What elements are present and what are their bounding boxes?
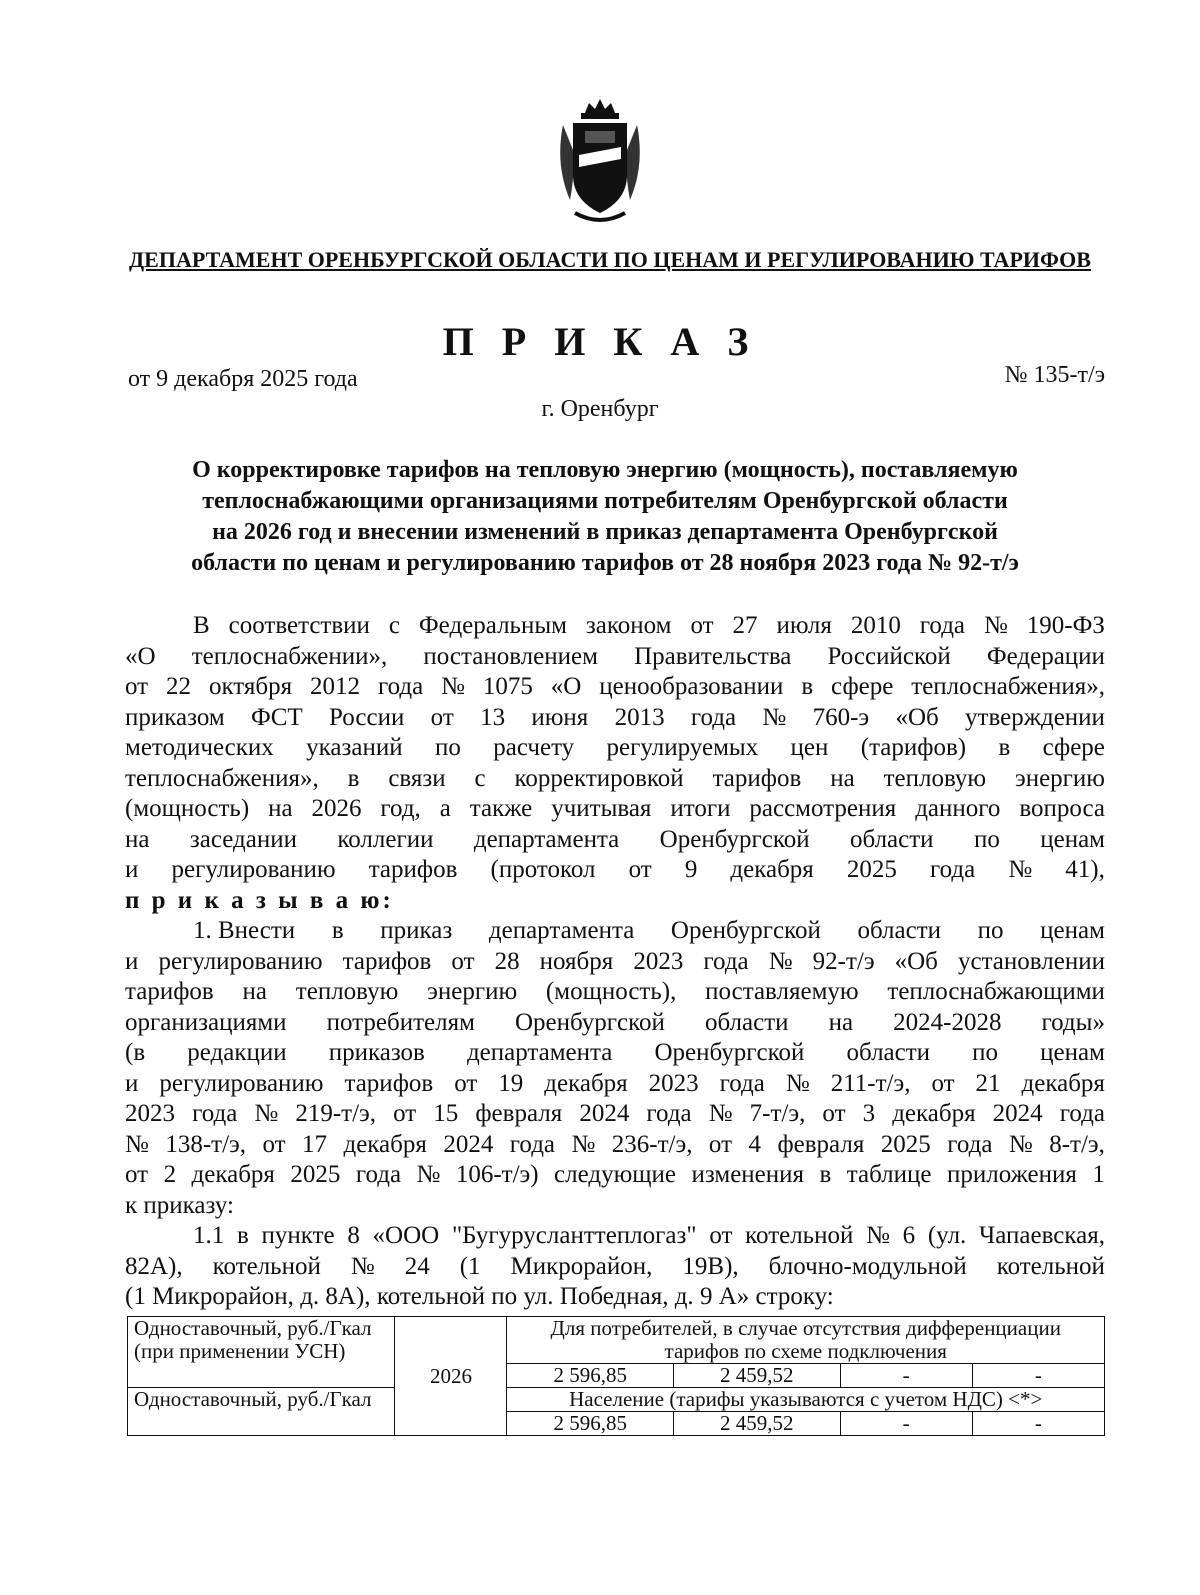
body-word: Федерации	[986, 642, 1105, 670]
tariff-value-cell: -	[840, 1412, 972, 1436]
body-word: от	[262, 1130, 286, 1158]
body-word: декабря	[730, 856, 814, 883]
body-word: соответствии	[228, 612, 370, 639]
body-word: 6	[902, 1222, 916, 1249]
body-word: по	[491, 1283, 518, 1310]
order-date: от 9 декабря 2025 года	[128, 366, 358, 392]
body-word: следующие	[554, 1161, 677, 1188]
body-line	[125, 764, 1105, 795]
department-name: ДЕПАРТАМЕНТ ОРЕНБУРГСКОЙ ОБЛАСТИ ПО ЦЕНАМ И РЕГУЛИРОВАНИЮ ТАРИФОВ	[129, 247, 1091, 272]
body-line	[125, 825, 1105, 856]
body-word: 236-т/э,	[611, 1130, 693, 1158]
body-word: в	[998, 734, 1011, 761]
body-word: года	[192, 1100, 238, 1127]
subject-line: О корректировке тарифов на тепловую энергию (мощность), поставляемую	[192, 457, 1018, 483]
body-word: таблице	[846, 1161, 932, 1188]
body-word: области	[849, 825, 934, 853]
body-word: 2023	[648, 1069, 699, 1097]
body-line	[125, 855, 1105, 886]
subject-line: области по ценам и регулированию тарифов от 28 ноября 2023 года № 92-т/э	[191, 550, 1019, 576]
body-word: 2010	[850, 612, 901, 639]
consumer-group-header: Для потребителей, в случае отсутствия дифференциации тарифов по схеме подключения	[507, 1317, 1105, 1364]
tariff-value-cell: 2 596,85	[507, 1412, 674, 1436]
body-word: 190-ФЗ	[1026, 612, 1105, 639]
body-word: Победная,	[559, 1283, 669, 1310]
body-word: В	[193, 612, 210, 639]
body-line	[125, 703, 1105, 734]
body-line	[125, 1252, 1105, 1283]
body-word: по	[977, 917, 1004, 944]
body-word: 82А),	[125, 1252, 183, 1280]
body-word: методических	[125, 734, 274, 761]
body-word: изменения	[691, 1161, 805, 1188]
body-word: (протокол	[490, 856, 596, 883]
body-word: декабря	[892, 1100, 976, 1127]
body-word: июня	[531, 703, 589, 731]
body-word: теплоснабжения»,	[911, 673, 1105, 700]
body-word: 1. Внести	[193, 917, 296, 944]
body-word: «Об	[895, 703, 939, 731]
body-word: года	[1059, 1100, 1105, 1127]
body-word: 28	[494, 947, 520, 975]
body-word: 1	[1092, 1161, 1105, 1188]
body-word: 2025	[290, 1161, 341, 1188]
subject-line: на 2026 год и внесении изменений в приказ департамента Оренбургской	[212, 519, 998, 545]
body-word: «О	[550, 673, 582, 700]
body-word: Российской	[827, 642, 951, 670]
body-word: по	[972, 1039, 999, 1066]
body-word: области	[704, 1008, 789, 1036]
body-word: Микрорайон,	[510, 1252, 653, 1280]
body-word: с	[474, 764, 486, 792]
body-word: (1	[125, 1283, 146, 1310]
tariff-value-cell: -	[972, 1412, 1104, 1436]
body-line	[125, 886, 1105, 917]
tariff-value-cell: -	[840, 1364, 972, 1388]
body-word: (мощность),	[545, 978, 677, 1005]
body-word: 8А),	[325, 1283, 371, 1310]
body-word: «О	[125, 642, 156, 670]
body-line	[125, 1008, 1105, 1039]
body-word: приложения	[946, 1161, 1077, 1188]
body-word: №	[983, 612, 1008, 639]
body-word: 211-т/э,	[830, 1069, 911, 1097]
body-word: тарифов	[342, 947, 432, 975]
body-line	[125, 794, 1105, 825]
body-word: редакции	[187, 1039, 287, 1066]
body-line	[125, 1282, 1105, 1313]
body-word: утверждении	[965, 703, 1105, 731]
body-word: от	[451, 947, 475, 975]
order-number: № 135-т/э	[1004, 362, 1105, 388]
body-word: Оренбургской	[654, 1039, 805, 1066]
body-word: 4	[748, 1130, 761, 1158]
body-word: года	[377, 673, 424, 700]
body-word: года	[919, 612, 966, 639]
body-word: от	[931, 1069, 955, 1097]
body-word: от	[709, 1222, 733, 1249]
body-word: декабря	[1021, 1069, 1105, 1097]
body-word: Федеральным	[418, 612, 567, 639]
body-word: год,	[380, 795, 421, 822]
document-type-title: П Р И К А З	[442, 319, 758, 364]
body-word: в	[347, 764, 360, 792]
body-word: приказом	[125, 703, 225, 731]
body-word: 138-т/э,	[165, 1130, 246, 1158]
body-word: регулированию	[171, 856, 336, 883]
tariff-value-cell: -	[972, 1364, 1104, 1388]
body-word: ценам	[1040, 1039, 1105, 1066]
body-word: организациями	[125, 1008, 287, 1036]
body-word: в	[331, 917, 344, 944]
body-word: №	[441, 673, 465, 700]
body-word: от	[125, 673, 149, 700]
body-word: департамента	[473, 825, 620, 853]
body-word: А»	[718, 1283, 750, 1310]
body-word: теплоснабжении»,	[191, 642, 388, 670]
body-word: законом	[585, 612, 672, 639]
body-word: от	[822, 1100, 846, 1127]
body-word: октября	[208, 673, 293, 700]
body-word: 2024	[579, 1100, 630, 1127]
body-word: на	[268, 795, 293, 822]
body-word: Чапаевская,	[979, 1222, 1105, 1249]
body-word: итоги	[670, 795, 731, 822]
body-word: №	[1008, 856, 1033, 883]
body-word: 2025	[846, 856, 897, 883]
body-line	[125, 1099, 1105, 1130]
body-word: с	[388, 612, 400, 639]
body-word: Оренбургской	[659, 825, 810, 853]
body-word: 27	[732, 612, 758, 639]
body-word: 9	[699, 1283, 713, 1310]
body-word: декабря	[191, 1161, 275, 1188]
body-word: связи	[388, 764, 446, 792]
body-word: (в	[125, 1039, 146, 1066]
body-word: котельной	[745, 1222, 854, 1249]
body-word: приказу:	[143, 1191, 234, 1219]
body-word: 41),	[1065, 856, 1105, 883]
body-word: ценообразовании	[599, 673, 784, 700]
tariff-value-cell: 2 596,85	[507, 1364, 674, 1388]
body-word: области	[846, 1039, 931, 1066]
body-word: блочно-модульной	[768, 1252, 967, 1280]
body-line	[125, 1191, 1105, 1222]
body-word: от	[708, 1130, 733, 1158]
body-word: №	[571, 1130, 596, 1158]
body-word: России	[329, 703, 405, 731]
body-word: "Бугурусланттеплогаз"	[451, 1222, 697, 1249]
body-word: от	[690, 612, 714, 639]
body-word: 2023	[125, 1100, 175, 1127]
body-word: департамента	[466, 1039, 613, 1066]
body-word: постановлением	[423, 642, 598, 670]
population-group-header: Население (тарифы указываются с учетом НДС) <*>	[507, 1388, 1105, 1412]
body-word: 2012	[310, 673, 361, 700]
body-word: котельной	[996, 1252, 1105, 1280]
body-word: по	[973, 825, 1000, 853]
body-word: №	[785, 1069, 810, 1097]
body-word: сфере	[1042, 734, 1105, 761]
tariff-name-cell: Одноставочный, руб./Гкал (при применении УСН)	[128, 1317, 395, 1388]
body-word: №	[254, 1100, 279, 1127]
body-word: №	[768, 947, 793, 975]
body-word: потребителям	[326, 1008, 475, 1036]
body-word: года	[703, 947, 749, 975]
body-word: коллегии	[337, 825, 434, 853]
body-word: сфере	[831, 673, 894, 700]
body-word: 21	[975, 1069, 1001, 1097]
body-word: №	[762, 703, 787, 731]
body-word: теплоснабжения»,	[125, 764, 319, 792]
body-word: по	[434, 734, 461, 761]
body-word: «ООО	[372, 1222, 440, 1249]
body-word: Микрорайон,	[152, 1283, 294, 1310]
body-word: указаний	[306, 734, 403, 761]
body-word: года	[947, 1130, 993, 1158]
subject-line: теплоснабжающими организациями потребителям Оренбургской области	[202, 488, 1008, 514]
body-word: пункте	[261, 1222, 335, 1249]
body-word: котельной	[376, 1283, 486, 1310]
body-word: ФСТ	[251, 703, 303, 731]
body-word: 106-т/э)	[455, 1161, 539, 1188]
tariff-value-cell: 2 459,52	[674, 1412, 841, 1436]
body-word: ноября	[539, 947, 614, 975]
body-word: 1075	[482, 673, 533, 700]
tariff-table	[127, 1316, 1105, 1436]
body-word: 2024	[992, 1100, 1043, 1127]
body-word: от	[393, 1100, 417, 1127]
body-word: заседании	[189, 825, 297, 853]
body-word: установлении	[957, 947, 1105, 975]
body-word: ценам	[1040, 917, 1105, 944]
body-word: цен	[790, 734, 829, 761]
body-word: февраля	[475, 1100, 563, 1127]
body-word: приказ	[380, 917, 453, 944]
body-word: рассмотрения	[749, 795, 897, 822]
body-word: регулированию	[158, 947, 323, 975]
body-word: июля	[776, 612, 832, 639]
body-word: года	[719, 1069, 765, 1097]
body-word: Оренбургской	[514, 1008, 665, 1036]
body-word: 2023	[633, 947, 684, 975]
body-word: 92-т/э	[812, 947, 875, 975]
body-line	[125, 1069, 1105, 1100]
body-word: 3	[862, 1100, 876, 1127]
body-word: от	[125, 1161, 149, 1188]
body-word: тарифов	[368, 856, 458, 883]
body-word: котельной	[212, 1252, 321, 1280]
body-word: д.	[300, 1283, 320, 1310]
body-word: 2013	[614, 703, 665, 731]
body-word: 219-т/э,	[295, 1100, 377, 1127]
body-word: приказов	[328, 1039, 425, 1066]
body-word: ул.	[523, 1283, 554, 1310]
body-line	[125, 1038, 1105, 1069]
order-body-text	[125, 611, 1105, 1313]
body-word: года	[355, 1161, 402, 1188]
table-row	[128, 1388, 1105, 1412]
body-word: декабря	[343, 1130, 427, 1158]
body-word: также	[469, 795, 533, 822]
body-word: тарифов	[344, 1069, 434, 1097]
body-word: на	[125, 825, 150, 853]
body-word: года	[646, 1100, 692, 1127]
body-word: 760-э	[812, 703, 870, 731]
body-word: 9	[684, 856, 698, 883]
body-word: 13	[480, 703, 506, 731]
body-word: 19	[498, 1069, 524, 1097]
body-word: от	[430, 703, 454, 731]
body-word: 15	[433, 1100, 459, 1127]
body-word: 22	[166, 673, 192, 700]
body-word: (мощность)	[125, 795, 250, 822]
body-word: корректировкой	[514, 764, 684, 792]
body-word: №	[1008, 1130, 1033, 1158]
body-word: Правительства	[634, 642, 792, 670]
body-word: вопроса	[1019, 795, 1105, 822]
body-word: на	[828, 1008, 854, 1036]
body-word: февраля	[777, 1130, 865, 1158]
body-word: года	[509, 1130, 556, 1158]
body-word: п р и к а з ы в а ю:	[125, 886, 394, 914]
body-word: 1.1	[193, 1222, 225, 1249]
body-line	[125, 611, 1105, 642]
body-word: области	[857, 917, 942, 944]
year-cell: 2026	[395, 1317, 507, 1436]
body-word: №	[866, 1222, 890, 1249]
body-word: 24	[404, 1252, 430, 1280]
body-word: (1	[459, 1252, 481, 1280]
body-word: 8	[347, 1222, 360, 1249]
body-word: энергию	[1014, 764, 1105, 792]
body-word: в	[236, 1222, 249, 1249]
tariff-name-cell: Одноставочный, руб./Гкал	[128, 1388, 395, 1436]
body-word: департамента	[488, 917, 635, 944]
body-word: тепловую	[295, 978, 399, 1005]
body-line	[125, 916, 1105, 947]
body-word: №	[125, 1130, 149, 1158]
body-word: №	[350, 1252, 375, 1280]
body-word: и	[125, 947, 139, 975]
body-word: д.	[674, 1283, 694, 1310]
body-word: регулируемых	[606, 734, 759, 761]
body-word: 19В),	[682, 1252, 739, 1280]
body-word: а	[439, 795, 451, 822]
body-word: 2026	[311, 795, 362, 822]
body-word: теплоснабжающими	[887, 978, 1105, 1005]
body-line	[125, 1221, 1105, 1252]
table-row	[128, 1317, 1105, 1364]
body-word: и	[125, 856, 139, 883]
body-word: строку:	[755, 1283, 834, 1310]
body-word: поставляемую	[705, 978, 859, 1005]
body-word: декабря	[544, 1069, 628, 1097]
body-word: тарифов	[125, 978, 214, 1005]
body-word: (ул.	[927, 1222, 967, 1249]
order-city: г. Оренбург	[541, 396, 659, 422]
tariff-value-cell: 2 459,52	[674, 1364, 841, 1388]
body-line	[125, 947, 1105, 978]
body-word: в	[819, 1161, 832, 1188]
body-word: от	[454, 1069, 478, 1097]
body-word: 2024-2028	[893, 1008, 1002, 1036]
body-word: регулированию	[159, 1069, 324, 1097]
body-line	[125, 977, 1105, 1008]
order-subject	[110, 455, 1100, 579]
body-word: №	[416, 1161, 441, 1188]
body-word: годы»	[1041, 1008, 1105, 1036]
body-word: 2025	[880, 1130, 931, 1158]
body-word: (тарифов)	[860, 734, 967, 761]
body-word: 7-т/э,	[749, 1100, 806, 1127]
body-word: №	[708, 1100, 733, 1127]
body-word: 2024	[443, 1130, 494, 1158]
body-word: к	[125, 1191, 138, 1219]
coat-of-arms-emblem	[545, 95, 655, 230]
body-word: тарифов	[712, 764, 802, 792]
body-line	[125, 1160, 1105, 1191]
body-word: в	[801, 673, 814, 700]
body-word: энергию	[427, 978, 518, 1005]
body-word: ценам	[1040, 825, 1105, 853]
body-word: 2	[163, 1161, 177, 1188]
body-line	[125, 1130, 1105, 1161]
body-word: на	[830, 764, 855, 792]
body-word: 17	[302, 1130, 328, 1158]
body-word: года	[690, 703, 737, 731]
body-word: расчету	[493, 734, 575, 761]
body-word: на	[242, 978, 267, 1005]
body-word: Оренбургской	[670, 917, 821, 944]
body-word: и	[125, 1069, 139, 1097]
body-word: 8-т/э,	[1049, 1130, 1105, 1158]
body-word: учитывая	[551, 795, 652, 822]
body-word: данного	[915, 795, 1001, 822]
body-line	[125, 642, 1105, 673]
body-line	[125, 672, 1105, 703]
body-word: «Об	[894, 947, 938, 975]
body-word: тепловую	[883, 764, 987, 792]
body-line	[125, 733, 1105, 764]
body-word: от	[628, 856, 652, 883]
body-word: года	[930, 856, 976, 883]
